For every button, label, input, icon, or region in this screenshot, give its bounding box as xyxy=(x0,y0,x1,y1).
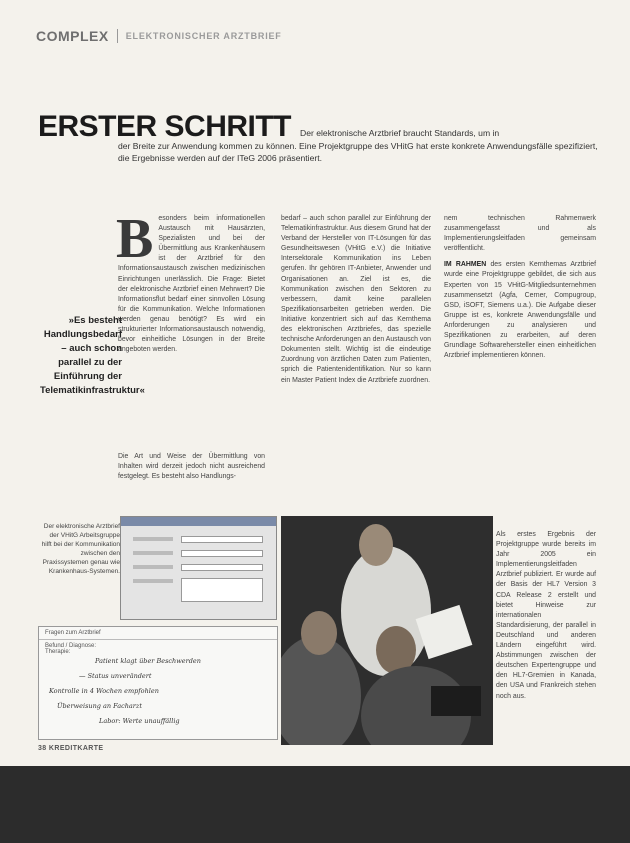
form-line-1: Befund / Diagnose: xyxy=(45,643,97,649)
page-footer: 38 KREDITKARTE xyxy=(38,745,104,752)
body-column-2 xyxy=(281,214,431,386)
handwriting-1: Patient klagt über Beschwerden xyxy=(95,657,201,665)
bottom-band xyxy=(0,766,630,843)
screenshot-field xyxy=(181,536,263,543)
lead-line-1: Der elektronische Arztbrief braucht Standards, um in xyxy=(300,128,500,138)
drop-cap: B xyxy=(116,208,154,270)
screenshot-field xyxy=(181,564,263,571)
body-column-3 xyxy=(444,214,596,361)
handwriting-5: Labor: Werte unauffällig xyxy=(99,717,180,725)
column-1b-text: Die Art und Weise der Übermittlung von Inhalten wird derzeit jedoch nicht ausreichend festgelegt. Es besteht also Handlungs- xyxy=(118,453,265,481)
lead-text: der Breite zur Anwendung kommen zu können. Eine Projektgruppe des VHitG hat erste konkrete Anwendungsfälle spezifiziert, die Ergebnisse werden auf der ITeG 2006 präsentiert. xyxy=(118,141,598,163)
screenshot-label xyxy=(133,537,173,541)
section-label: ELEKTRONISCHER ARZTBRIEF xyxy=(125,31,282,41)
handwriting-3: Kontrolle in 4 Wochen empfohlen xyxy=(49,687,159,695)
face-center xyxy=(359,524,393,566)
article-title: ERSTER SCHRITT xyxy=(38,110,292,143)
column-1-text: esonders beim informationellen Austausch mit Hausärzten, Spezialisten und bei der Übermittlung aus Krankenhäusern ist der Arztbrief für den Informationsaustausch zwischen medizinischen Einrichtungen unerlässlich. Die Frage: Bietet der elektronische Arztbrief einen Mehrwert? Die Informationsflut bedarf einer sinnvollen Lösung für die Kommunikation. Welche Informationen werden genau benötigt? Es wird ein strukturierter Informationsaustausch notwendig, bevor einheitliche Lösungen in der Breite angeboten werden. xyxy=(118,215,265,354)
screenshot-titlebar xyxy=(121,517,276,526)
face-left xyxy=(301,611,337,655)
column-3c-text: Als erstes Ergebnis der Projektgruppe wurde bereits im Jahr 2005 ein Implementierungsleitfaden Arztbrief publiziert. Er wurde auf der Basis der HL7 Version 3 CDA Release 2 erstellt und bietet Hinweise zur internationalen Standardisierung, der parallel in Deutschland und anderen Ländern eingeführt wird. Abstimmungen zwischen der deutschen Expertengruppe und den HL7-Gremien in Kanada, den USA und Frankreich stehen noch aus. xyxy=(496,531,596,700)
column-3-subhead: IM RAHMEN xyxy=(444,261,487,269)
screenshot-label xyxy=(133,551,173,555)
header xyxy=(36,28,282,44)
header-divider xyxy=(117,29,118,43)
screenshot-label xyxy=(133,579,173,583)
pull-quote: »Es besteht Handlungsbedarf – auch schon parallel zu der Einführung der Telematikinfrastruktur« xyxy=(40,315,145,396)
handwriting-2: — Status unverändert xyxy=(79,672,152,680)
software-screenshot xyxy=(120,516,277,620)
screenshot-field xyxy=(181,550,263,557)
magazine-brand: COMPLEX xyxy=(36,28,109,44)
figure-caption: Der elektronische Arztbrief der VHitG Arbeitsgruppe hilft bei der Kommunikation zwischen den Praxissystemen genau wie Krankenhaus-Systemen. xyxy=(41,523,120,575)
laptop xyxy=(431,686,481,716)
body-column-1-cont xyxy=(118,452,265,482)
body-column-1 xyxy=(116,208,265,355)
form-line-2: Therapie: xyxy=(45,649,71,655)
column-2-text: bedarf – auch schon parallel zur Einführung der Telematikinfrastruktur. Aus diesem Grund hat der Verband der Hersteller von IT-Lösungen für das Gesundheitswesen (VHitG e.V.) die Initiative Intersektorale Kommunikation ins Leben gerufen. Ihr gehören IT-Anbieter, Anwender und Organisationen an. Ziel ist es, die Kommunikation zwischen den Sektoren zu verbessern, damit keine parallelen Spezifikationsarbeiten getrieben werden. Die Initiative konzentriert sich auf das Kernthema des elektronischen Arztbriefes, das spezielle technische Anforderungen an den Austausch von Dokumenten stellt. Wichtig ist die eindeutige Zuordnung von ärztlichen Daten zum Patienten, sprich die Patientenidentifikation. Nur so kann ein Master Patient Index die Arztbriefe zuordnen. xyxy=(281,215,431,384)
handwriting-4: Überweisung an Facharzt xyxy=(57,702,142,710)
photo-meeting xyxy=(281,516,493,745)
body-column-3-cont xyxy=(496,530,596,702)
handwritten-form xyxy=(38,626,278,740)
column-3b-text: des ersten Kernthemas Arztbrief wurde eine Projektgruppe gebildet, die sich aus Experten von 15 VHitG-Mitgliedsunternehmen zusammensetzt (Agfa, Cerner, Compugroup, GSD, iSOFT, Siemens u.a.). Die Aufgabe dieser Gruppe ist es, konkrete Anwendungsfälle und Anforderungen zu analysieren und Spezifikationen zu erarbeiten, auf deren Grundlage Softwarehersteller einen einheitlichen Arztbrief implementieren können. xyxy=(444,261,596,360)
column-3a-text: nem technischen Rahmenwerk zusammengefasst und als Implementierungsleitfaden gemeinsam veröffentlicht. xyxy=(444,215,596,253)
screenshot-label xyxy=(133,565,173,569)
form-header: Fragen zum Arztbrief xyxy=(39,627,277,640)
screenshot-textarea xyxy=(181,578,263,602)
